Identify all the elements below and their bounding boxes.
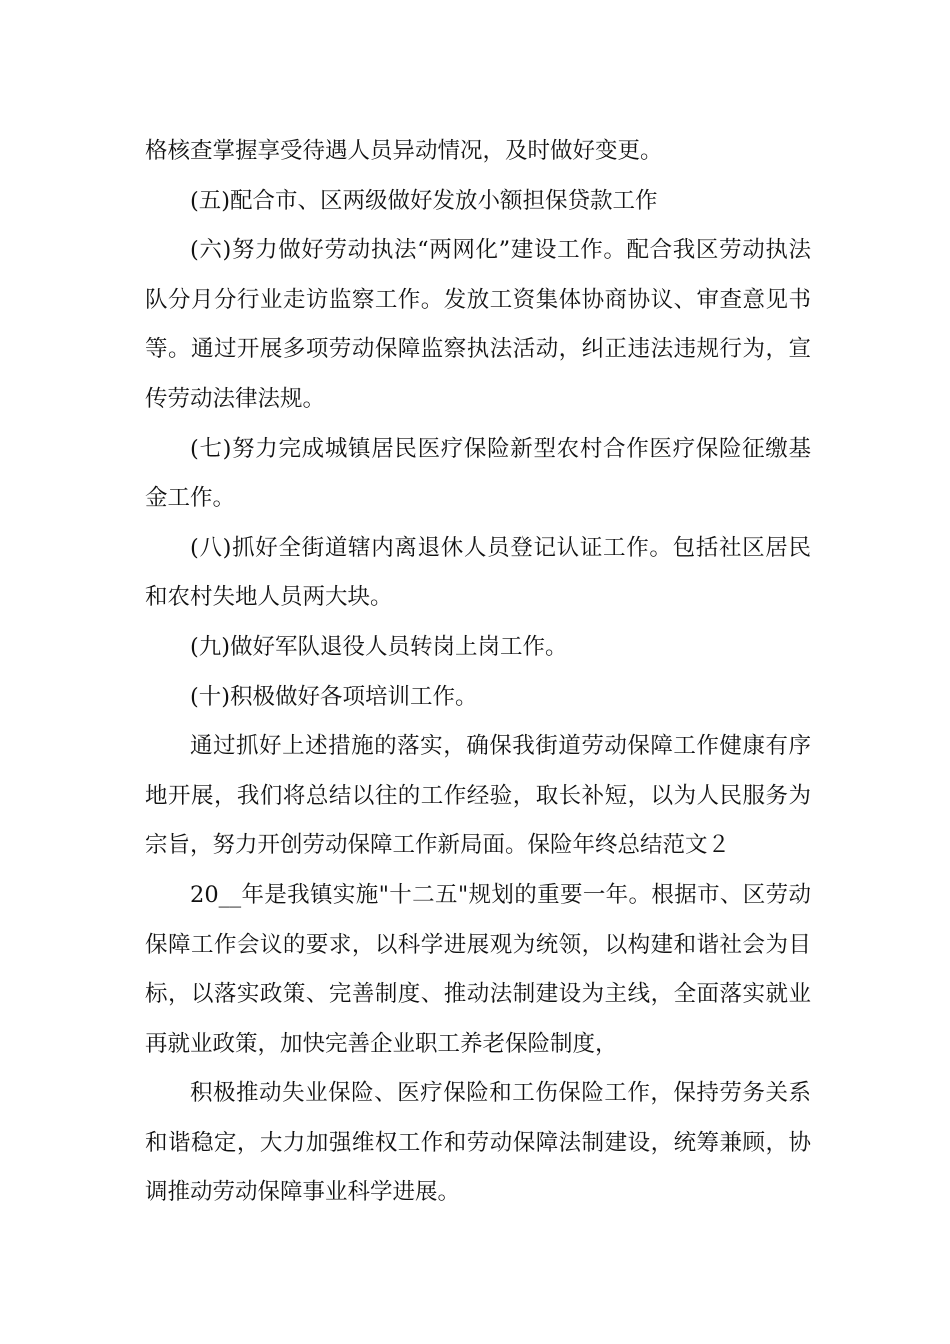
paragraph-item-8: (八)抓好全街道辖内离退休人员登记认证工作。包括社区居民和农村失地人员两大块。 — [145, 534, 811, 611]
paragraph-item-10: (十)积极做好各项培训工作。 — [190, 683, 478, 710]
paragraph-item-6: (六)努力做好劳动执法“两网化”建设工作。配合我区劳动执法队分月分行业走访监察工作。发放工资集体协商协议、审查意见书等。通过开展多项劳动保障监察执法活动，纠正违法违规行为，宣传劳动法律法规。 — [145, 237, 811, 412]
paragraph-item-9: (九)做好军队退役人员转岗上岗工作。 — [190, 633, 568, 660]
paragraph-conclusion: 通过抓好上述措施的落实，确保我街道劳动保障工作健康有序地开展，我们将总结以往的工作经验，取长补短，以为人民服务为宗旨，努力开创劳动保障工作新局面。保险年终总结范文２ — [145, 733, 811, 859]
paragraph-item-7: (七)努力完成城镇居民医疗保险新型农村合作医疗保险征缴基金工作。 — [145, 435, 811, 512]
paragraph-intro-2: 20__年是我镇实施"十二五"规划的重要一年。根据市、区劳动保障工作会议的要求，以科学进展观为统领，以构建和谐社会为目标，以落实政策、完善制度、推动法制建设为主线，全面落实就业再就业政策，加快完善企业职工养老保险制度， — [145, 881, 811, 1057]
paragraph-item-5: (五)配合市、区两级做好发放小额担保贷款工作 — [190, 187, 658, 214]
paragraph-continuation: 格核查掌握享受待遇人员异动情况，及时做好变更。 — [145, 138, 663, 164]
document-body — [145, 127, 811, 1218]
paragraph-body-2: 积极推动失业保险、医疗保险和工伤保险工作，保持劳务关系和谐稳定，大力加强维权工作和劳动保障法制建设，统筹兼顾，协调推动劳动保障事业科学进展。 — [145, 1080, 811, 1206]
